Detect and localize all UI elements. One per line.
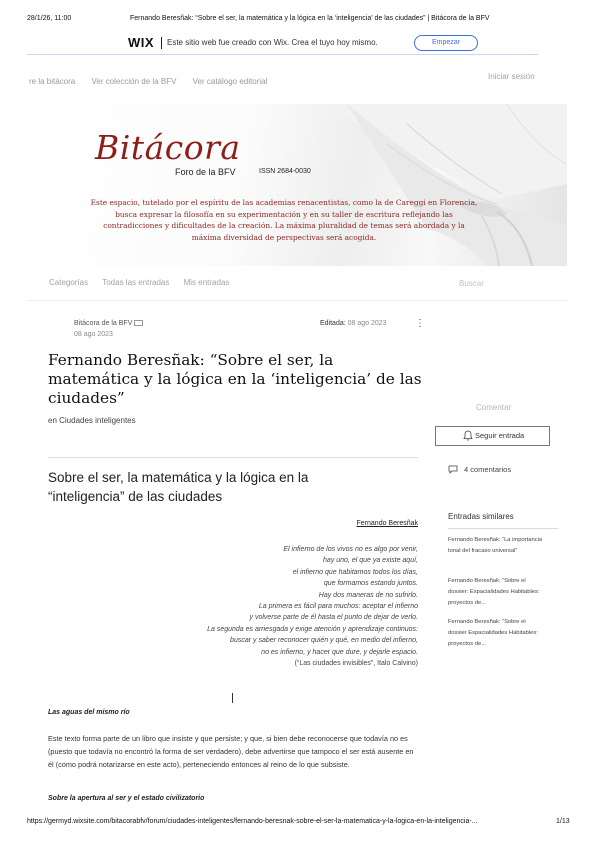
admin-badge-icon [134,320,143,326]
comment-icon [448,465,458,474]
search-input[interactable]: Buscar [459,279,484,288]
tab-categories[interactable]: Categorías [49,278,89,287]
nav-item-catalog[interactable]: Ver catálogo editorial [192,77,268,86]
forum-nav-divider [27,300,567,301]
site-nav [29,77,281,86]
banner-line: Este espacio, tutelado por el espíritu de las academias renacentistas, como la de Careggi en Florencia, [90,198,478,207]
edited-label: Editada: [320,320,346,327]
forum-nav [49,278,241,287]
wix-separator [161,37,162,49]
nav-item-about[interactable]: re la bitácora [29,77,76,86]
wix-message: Este sitio web fue creado con Wix. Crea el tuyo hoy mismo. [167,38,378,47]
epigraph-line: no es infierno, y hacer que dure, y dejarle espacio. [261,648,418,656]
epigraph-line: La segunda es arriesgada y exige atención y aprendizaje continuos: [207,625,418,633]
epigraph-line: Hay dos maneras de no sufrirlo. [318,591,418,599]
banner-line: máxima diversidad de perspectivas será acogida. [191,233,377,243]
print-page-number: 1/13 [556,818,570,825]
similar-posts-heading: Entradas similares [448,512,514,521]
post-divider [48,457,418,458]
post-heading: Sobre el ser, la matemática y la lógica en la “inteligencia” de las ciudades [48,470,309,504]
banner-description [75,197,493,244]
section-heading: Las aguas del mismo río [48,709,130,716]
print-url: https://germyd.wixsite.com/bitacorabfv/forum/ciudades-inteligentes/fernando-beresnak-sobre-el-ser-la-matematica-y-la-logica-en-la-inteligencia-... [27,818,478,825]
tab-my-posts[interactable]: Mis entradas [183,278,230,287]
similar-divider [448,528,558,529]
brand-logo[interactable]: Bitácora [95,128,241,167]
author-signature-link[interactable]: Fernando Beresñak [356,520,418,527]
tab-all-posts[interactable]: Todas las entradas [102,278,170,287]
follow-label: Seguir entrada [475,431,525,440]
post-author[interactable] [74,320,143,327]
wix-divider [27,54,538,55]
epigraph-line: y volverse parte de él hasta el punto de dejar de verlo. [249,614,418,622]
post-edited [320,320,387,327]
login-link[interactable]: Iniciar sesión [488,72,535,81]
epigraph-line: hay uno, el que ya existe aquí, [323,557,418,565]
epigraph-line: La primera es fácil para muchos: aceptar el infierno [258,603,418,611]
post-date: 08 ago 2023 [74,331,113,338]
epigraph-line: el infierno que habitamos todos los días, [292,568,418,576]
more-actions-icon[interactable]: ⋮ [415,318,425,329]
section-heading: Sobre la apertura al ser y el estado civilizatorio [48,795,205,802]
post-category[interactable]: en Ciudades inteligentes [48,416,136,425]
wix-start-button[interactable]: Empezar [414,35,478,51]
bell-icon [463,430,473,441]
edited-date: 08 ago 2023 [347,320,387,327]
paragraph: Este texto forma parte de un libro que insiste y que persiste; y que, si bien debe reconocerse que todavía no es (puesto que todavía no encontró la forma de ser verdadero), debe advertirse que tampoco el ser está ausente en él (como podrá notarizarse en este acto), perteneciendo entonces al reino de lo que subsiste. [48,734,414,770]
similar-post-link[interactable]: Fernando Beresñak: “La importancia tonal del fracaso universal” [448,537,543,555]
follow-post-button[interactable] [435,426,550,446]
post-title: Fernando Beresñak: “Sobre el ser, la matemática y la lógica en la ‘inteligencia’ de las ciudades” [48,351,422,407]
text-cursor [232,693,233,703]
issn-label: ISSN 2684-0030 [259,168,311,175]
similar-post-link[interactable]: Fernando Beresñak: “Sobre el dossier: Espacialidades Habitables: proyectos de... [448,578,540,607]
banner-line: contradicciones y dificultades de la creación. La máxima pluralidad de temas será abordada y la [103,221,465,231]
wix-logo[interactable]: WIX [128,35,155,50]
print-datetime: 28/1/26, 11:00 [27,15,72,22]
banner-line: busca expresar la filosofía en su experimentación y en su taller de escritura reflejando las [115,209,453,219]
print-page-title: Fernando Beresñak: “Sobre el ser, la matemática y la lógica en la ‘inteligencia’ de las ciudades” | Bitácora de la BFV [130,15,490,22]
comment-count-label: 4 comentarios [464,465,512,474]
wix-banner [0,34,594,52]
epigraph-line: buscar y saber reconocer quién y qué, en medio del infierno, [230,637,418,645]
epigraph-line: que formamos estando juntos. [323,580,418,588]
epigraph-line: El infierno de los vivos no es algo por venir, [283,546,418,553]
epigraph-citation: (“Las ciudades invisibles”, Italo Calvino) [294,660,418,668]
brand-subtitle: Foro de la BFV [175,167,236,177]
epigraph [160,544,418,669]
similar-post-link[interactable]: Fernando Beresñak: “Sobre el dossier Espacialidades Habitables: proyectos de... [448,619,538,648]
comment-button[interactable]: Comentar [476,403,512,412]
nav-item-collection[interactable]: Ver colección de la BFV [91,77,177,86]
author-name: Bitácora de la BFV [74,320,133,327]
